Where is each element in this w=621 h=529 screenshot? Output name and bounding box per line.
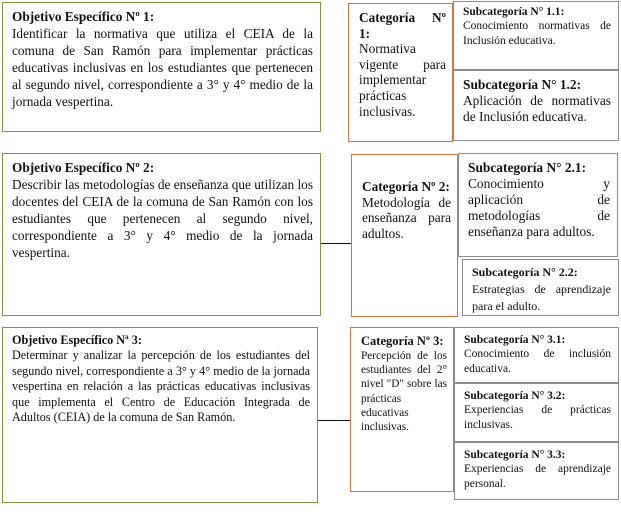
objective-1-box: [2, 2, 321, 132]
connector-line-2: [321, 243, 351, 244]
objective-2-box: [2, 153, 321, 316]
category-1-title: Categoría Nº 1:: [359, 10, 446, 41]
category-3-text: Percepción de los estudiantes del 2° nivel "D" sobre las prácticas educativas inclusivas.: [361, 350, 447, 434]
objective-1-title: Objetivo Específico Nº 1:: [12, 9, 155, 24]
objective-3-text: Determinar y analizar la percepción de los estudiantes del segundo nivel, correspondiente a 3° y 4° medio de la jornada vespertina en relación a las prácticas educativas inclusivas que implementa el Centro de Educación Integrada de Adultos (CEIA) de la comuna de San Ramón.: [12, 348, 310, 425]
connector-line-3: [318, 420, 350, 421]
objective-1-text: Identificar la normativa que utiliza el CEIA de la comuna de San Ramón para implementar prácticas educativas inclusivas en los estudiantes que pertenecen al segundo nivel, correspondiente a 3° y 4° medio de la jornada vespertina.: [12, 26, 313, 109]
objective-2-text: Describir las metodologías de enseñanza que utilizan los docentes del CEIA de la comuna de San Ramón con los estudiantes que pertenecen al segundo nivel, correspondiente a 3° y 4° medio de la jornada vespertina.: [12, 177, 313, 260]
subcategory-3-1-text: Conocimiento de inclusión educativa.: [464, 348, 611, 375]
subcategory-3-3-text: Experiencias de aprendizaje personal.: [464, 463, 611, 490]
subcategory-3-1-title: Subcategoría N° 3.1:: [464, 334, 566, 346]
subcategory-3-3-title: Subcategoría N° 3.3:: [464, 449, 566, 461]
category-2-title: Categoría Nº 2:: [362, 179, 450, 194]
category-2-text: Metodología de enseñanza para adultos.: [362, 194, 451, 241]
category-3-title: Categoría Nº 3:: [361, 334, 444, 348]
subcategory-1-1-text: Conocimiento normativas de Inclusión educativa.: [463, 20, 611, 47]
subcategory-1-1-title: Subcategoría N° 1.1:: [463, 6, 565, 18]
category-1-box: [348, 3, 453, 142]
subcategory-1-2-text: Aplicación de normativas de Inclusión educativa.: [463, 93, 611, 124]
subcategory-3-2-box: [454, 383, 619, 442]
subcategory-3-1-box: [454, 327, 619, 383]
subcategory-2-2-title: Subcategoría N° 2.2:: [472, 265, 578, 279]
subcategory-1-2-box: [453, 70, 619, 141]
subcategory-1-2-title: Subcategoría N° 1.2:: [463, 77, 582, 92]
subcategory-2-2-text: Estrategias de aprendizaje para el adulto.: [472, 282, 611, 313]
objective-3-title: Objetivo Específico Nª 3:: [12, 333, 142, 347]
subcategory-1-1-box: [453, 1, 619, 70]
subcategory-2-1-title: Subcategoría N° 2.1:: [468, 160, 587, 175]
subcategory-2-1-text: Conocimiento y aplicación de metodologías de enseñanza para adultos.: [468, 176, 610, 239]
category-3-box: [350, 327, 454, 492]
subcategory-3-2-title: Subcategoría N° 3.2:: [464, 390, 566, 402]
objective-3-box: [2, 327, 318, 503]
category-1-text: Normativa vigente para implementar prácticas inclusivas.: [359, 41, 446, 119]
subcategory-2-2-box: [462, 259, 619, 316]
subcategory-3-3-box: [454, 442, 619, 500]
category-2-box: [351, 154, 458, 317]
subcategory-3-2-text: Experiencias de prácticas inclusivas.: [464, 404, 611, 431]
objective-2-title: Objetivo Específico Nº 2:: [12, 160, 155, 175]
subcategory-2-1-box: [458, 153, 618, 257]
